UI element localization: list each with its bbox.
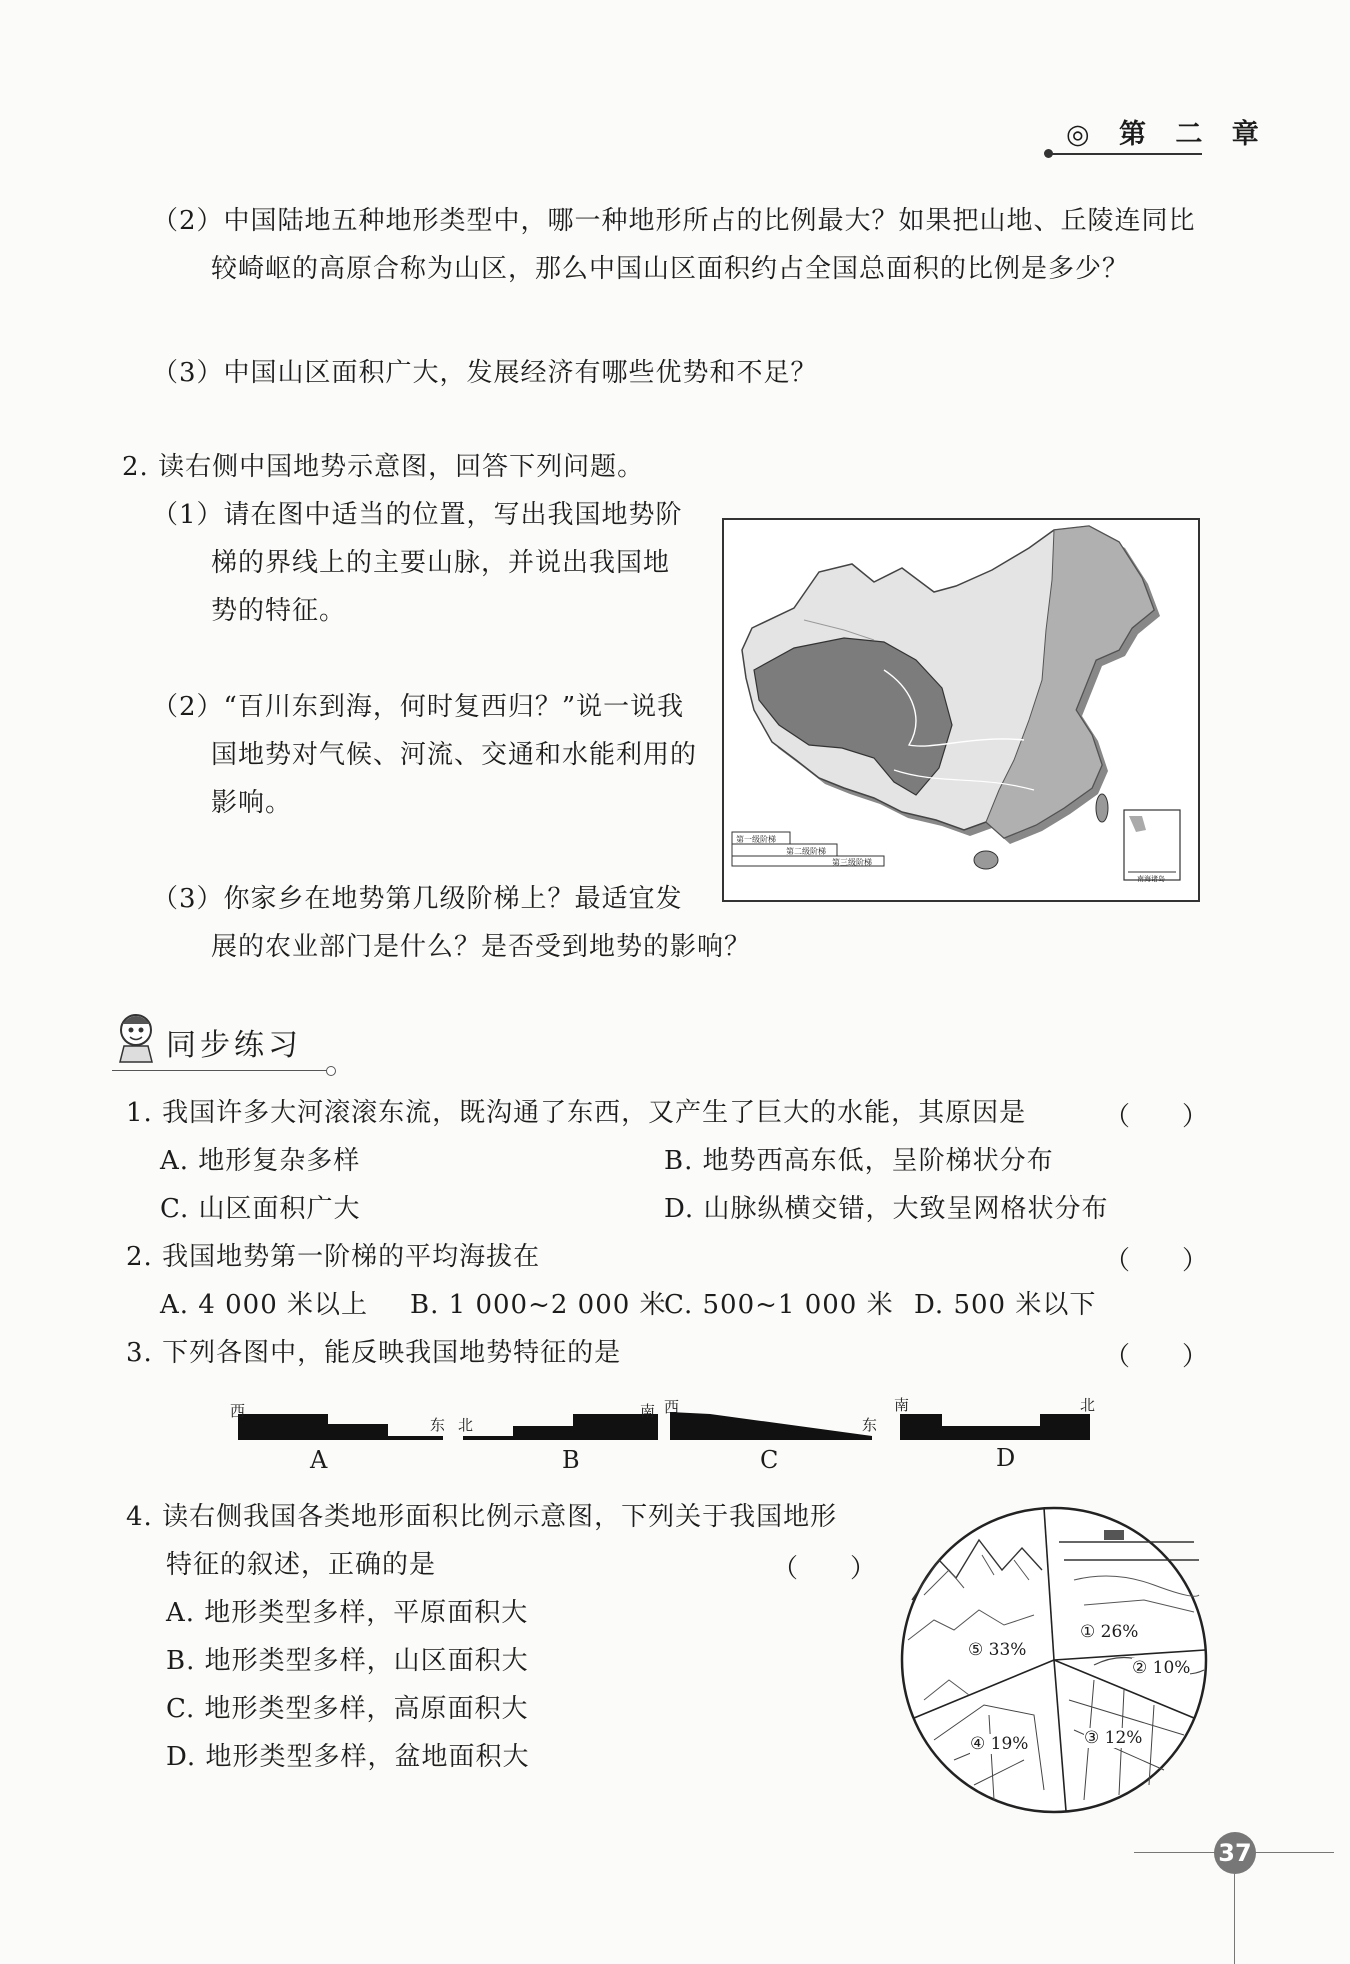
ex2-option-a: A. 4 000 米以上 — [160, 1290, 369, 1320]
map-legend-step2: 第二级阶梯 — [786, 847, 826, 856]
profile-a-right-label: 东 — [430, 1416, 446, 1434]
header-underline — [1050, 153, 1202, 155]
ex1-answer-paren[interactable]: （ ） — [1104, 1102, 1209, 1132]
landform-pie-diagram — [894, 1500, 1214, 1820]
map-legend-step3: 第三级阶梯 — [832, 858, 872, 867]
ex2-stem: 2. 我国地势第一阶梯的平均海拔在 — [126, 1242, 541, 1272]
map-legend-step1: 第一级阶梯 — [736, 835, 776, 844]
q2-sub1-line2: 梯的界线上的主要山脉，并说出我国地 — [211, 548, 671, 578]
ex1-option-a: A. 地形复杂多样 — [160, 1146, 361, 1176]
ex4-option-d: D. 地形类型多样，盆地面积大 — [166, 1742, 530, 1772]
q2-sub1-line3: 势的特征。 — [211, 596, 347, 626]
ex3-answer-paren[interactable]: （ ） — [1104, 1342, 1209, 1372]
ex1-option-d: D. 山脉纵横交错，大致呈网格状分布 — [664, 1194, 1109, 1224]
profile-d-letter: D — [996, 1444, 1016, 1472]
page-number-vline — [1234, 1874, 1235, 1964]
section-underline-dot — [326, 1066, 336, 1076]
section-title: 同步练习 — [166, 1028, 302, 1063]
ex2-option-c: C. 500~1 000 米 — [664, 1290, 894, 1320]
ex1-option-c: C. 山区面积广大 — [160, 1194, 361, 1224]
pie-label-3: ③ 12% — [1084, 1728, 1143, 1748]
mascot-icon — [112, 1010, 164, 1070]
profile-b-left-label: 北 — [458, 1416, 474, 1434]
profile-b-right-label: 南 — [640, 1402, 656, 1420]
profile-b-letter: B — [562, 1446, 580, 1474]
part1-q2-line2: 较崎岖的高原合称为山区，那么中国山区面积约占全国总面积的比例是多少？ — [211, 254, 1130, 284]
pie-label-4: ④ 19% — [970, 1734, 1029, 1754]
profile-a-left-label: 西 — [230, 1402, 246, 1420]
ex2-answer-paren[interactable]: （ ） — [1104, 1246, 1209, 1276]
pie-label-2: ② 10% — [1132, 1658, 1191, 1678]
profile-d-right-label: 北 — [1080, 1396, 1096, 1414]
q2-sub2-line2: 国地势对气候、河流、交通和水能利用的 — [211, 740, 698, 770]
ex4-option-c: C. 地形类型多样，高原面积大 — [166, 1694, 529, 1724]
ex4-stem-line1: 4. 读右侧我国各类地形面积比例示意图，下列关于我国地形 — [126, 1502, 838, 1532]
ex4-option-b: B. 地形类型多样，山区面积大 — [166, 1646, 529, 1676]
q2-sub2-line3: 影响。 — [211, 788, 293, 818]
q2-sub1-line1: （1）请在图中适当的位置，写出我国地势阶 — [152, 500, 683, 530]
profile-c-right-label: 东 — [862, 1416, 878, 1434]
profile-c-left-label: 西 — [664, 1398, 680, 1416]
profile-d-left-label: 南 — [894, 1396, 910, 1414]
ex3-stem: 3. 下列各图中，能反映我国地势特征的是 — [126, 1338, 622, 1368]
profile-b[interactable] — [463, 1402, 658, 1446]
section-underline — [112, 1070, 330, 1071]
q2-sub3-line1: （3）你家乡在地势第几级阶梯上？最适宜发 — [152, 884, 683, 914]
q2-sub3-line2: 展的农业部门是什么？是否受到地势的影响？ — [211, 932, 752, 962]
part1-q3: （3）中国山区面积广大，发展经济有哪些优势和不足？ — [152, 358, 818, 388]
profile-a[interactable] — [238, 1402, 446, 1446]
q2-title: 2. 读右侧中国地势示意图，回答下列问题。 — [122, 452, 645, 482]
pie-label-1: ① 26% — [1080, 1622, 1139, 1642]
map-inset-label: 南海诸岛 — [1137, 875, 1165, 883]
ex1-option-b: B. 地势西高东低，呈阶梯状分布 — [664, 1146, 1054, 1176]
ex4-answer-paren[interactable]: （ ） — [772, 1554, 877, 1584]
ex2-option-b: B. 1 000~2 000 米 — [410, 1290, 667, 1320]
profile-c[interactable] — [670, 1402, 872, 1446]
part1-q2-line1: （2）中国陆地五种地形类型中，哪一种地形所占的比例最大？如果把山地、丘陵连同比 — [152, 206, 1196, 236]
profile-c-letter: C — [760, 1446, 779, 1474]
ex4-stem-line2: 特征的叙述，正确的是 — [166, 1550, 437, 1580]
ex4-option-a: A. 地形类型多样，平原面积大 — [166, 1598, 529, 1628]
pie-label-5: ⑤ 33% — [968, 1640, 1027, 1660]
ex2-option-d: D. 500 米以下 — [914, 1290, 1097, 1320]
q2-sub2-line1: （2）“百川东到海，何时复西归？”说一说我 — [152, 692, 685, 722]
ex1-stem: 1. 我国许多大河滚滚东流，既沟通了东西，又产生了巨大的水能，其原因是 — [126, 1098, 1027, 1128]
profile-d[interactable] — [900, 1402, 1090, 1446]
china-terrain-map — [722, 518, 1200, 902]
page-number: 37 — [1214, 1832, 1256, 1874]
chapter-header: ◎ 第 二 章 — [1066, 119, 1269, 150]
profile-a-letter: A — [310, 1446, 328, 1474]
